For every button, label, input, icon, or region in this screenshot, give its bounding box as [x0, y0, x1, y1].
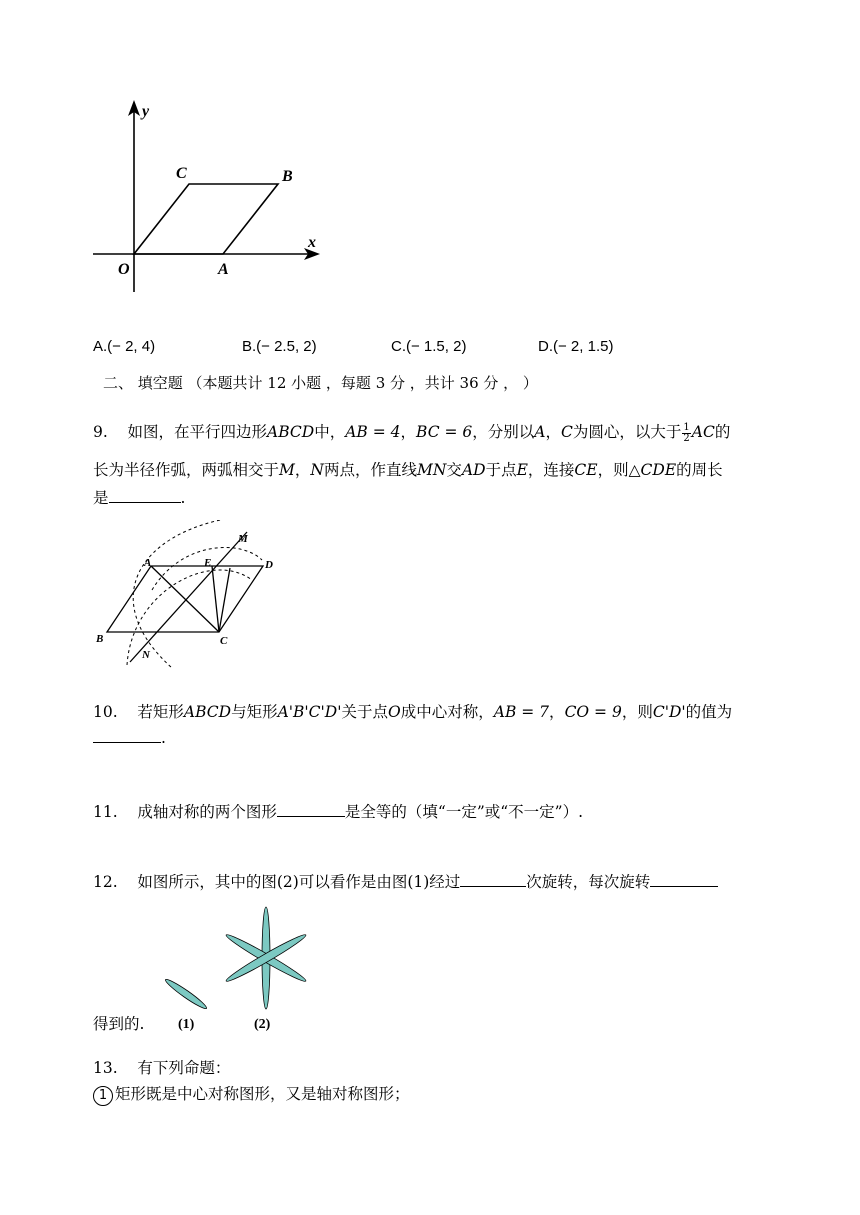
- q9-math-bc: BC = 6: [416, 423, 473, 441]
- q10-text: 与矩形: [231, 703, 278, 721]
- question-number: 9.: [93, 423, 108, 441]
- q10-text: ，则: [621, 703, 653, 721]
- petal-figure-1: [164, 977, 209, 1011]
- y-axis-label: y: [142, 103, 150, 120]
- q9-text: 长为半径作弧，两弧相交于: [93, 461, 280, 479]
- question-13-line-1: [93, 1057, 230, 1079]
- section-heading-fill-in: 二、 填空题 （本题共计 12 小题 ，每题 3 分 ，共计 36 分 ， ）: [103, 374, 538, 392]
- q9-math-e: E: [516, 461, 528, 479]
- q9-text: ，则△: [597, 461, 641, 479]
- q9-text: ，: [400, 423, 417, 441]
- q9-math-ac: AC: [691, 423, 715, 441]
- q10-text: ，: [549, 703, 565, 721]
- question-9-line-1: [93, 421, 730, 444]
- q9-text: ，: [294, 461, 311, 479]
- q9-math-n: N: [310, 461, 324, 479]
- arc-from-a: [133, 520, 220, 668]
- point-A-label: A: [218, 261, 229, 278]
- question-11: [93, 800, 583, 823]
- q10-math-abcd: ABCD: [183, 703, 232, 721]
- q9-text: 的周长: [676, 461, 723, 479]
- label-B: B: [96, 633, 104, 645]
- question-12-line-1: [93, 870, 718, 893]
- q12-text: 如图所示，其中的图(2)可以看作是由图(1)经过: [137, 873, 461, 891]
- option-d[interactable]: D.(− 2, 1.5): [538, 338, 614, 355]
- q9-text: .: [180, 489, 186, 507]
- question-number: 10.: [93, 703, 118, 721]
- label-C: C: [220, 635, 228, 647]
- q9-text: 于点: [485, 461, 517, 479]
- question-9-line-3: [93, 486, 185, 509]
- figure-1-caption: (1): [178, 1017, 195, 1032]
- q10-text: .: [161, 729, 166, 747]
- question-10-line-1: [93, 701, 732, 723]
- answer-blank[interactable]: [93, 726, 161, 743]
- q9-math-c: C: [561, 423, 573, 441]
- q11-text: 成轴对称的两个图形: [137, 803, 277, 821]
- rotation-figures: [150, 900, 330, 1035]
- answer-blank[interactable]: [650, 870, 718, 887]
- label-N: N: [142, 649, 150, 661]
- answer-blank[interactable]: [277, 800, 345, 817]
- q10-text: 成中心对称，: [400, 703, 494, 721]
- q9-text: 是: [93, 489, 109, 507]
- label-A: A: [144, 557, 152, 569]
- point-C-label: C: [176, 165, 187, 182]
- q9-math-m: M: [279, 461, 295, 479]
- q10-math-ab: AB = 7: [493, 703, 550, 721]
- line-MN: [130, 532, 247, 662]
- question-number: 13.: [93, 1059, 118, 1077]
- q9-text: ，分别以: [472, 423, 535, 441]
- point-B-label: B: [282, 168, 293, 185]
- question-10-line-2: [93, 726, 166, 749]
- q10-math-abcd-prime: A'B'C'D': [277, 703, 342, 721]
- segment-CD-aux: [219, 568, 230, 632]
- answer-blank[interactable]: [460, 870, 526, 887]
- q9-text: ，连接: [527, 461, 575, 479]
- q9-text: ，: [545, 423, 562, 441]
- figure-2-caption: (2): [254, 1017, 271, 1032]
- coordinate-parallelogram-figure: [88, 98, 328, 298]
- diagonal-AC: [151, 566, 219, 632]
- q10-text: 的值为: [685, 703, 733, 721]
- q9-text: 的: [714, 423, 731, 441]
- q10-text: 关于点: [341, 703, 389, 721]
- q9-math-cde: CDE: [640, 461, 677, 479]
- q9-math-ad: AD: [461, 461, 486, 479]
- q13-text: 有下列命题：: [137, 1059, 231, 1077]
- question-9-line-2: [93, 459, 723, 481]
- q10-math-o: O: [388, 703, 401, 721]
- answer-blank[interactable]: [109, 486, 181, 503]
- q9-text: 为圆心，以大于: [572, 423, 682, 441]
- question-13-item-1: [93, 1083, 410, 1106]
- q10-math-cd-prime: C'D': [652, 703, 686, 721]
- q12-text: 次旋转，每次旋转: [526, 873, 651, 891]
- parallelogram-OABC: [134, 184, 278, 254]
- parallelogram-construction-figure: [92, 520, 292, 670]
- q9-text: 两点，作直线: [323, 461, 417, 479]
- x-axis-label: x: [308, 234, 316, 251]
- q9-math-ce: CE: [574, 461, 598, 479]
- q13-item-text: 矩形既是中心对称图形，又是轴对称图形；: [115, 1085, 410, 1103]
- circled-number-1: 1: [93, 1086, 113, 1106]
- question-number: 12.: [93, 873, 118, 891]
- label-M: M: [238, 533, 248, 545]
- option-a[interactable]: A.(− 2, 4): [93, 338, 156, 355]
- q9-math-mn: MN: [416, 461, 447, 479]
- q9-math-a: A: [534, 423, 546, 441]
- q10-math-co: CO = 9: [564, 703, 622, 721]
- q11-text: 是全等的（填“一定”或“不一定”）.: [344, 803, 584, 821]
- q12-text: 得到的.: [93, 1015, 145, 1033]
- segment-CE: [212, 566, 219, 632]
- q10-text: 若矩形: [137, 703, 184, 721]
- q9-math-ab: AB = 4: [345, 423, 401, 441]
- fraction-one-half: $\frac{1}{2}$: [683, 421, 690, 444]
- q9-text: 交: [446, 461, 462, 479]
- q9-math-abcd: ABCD: [267, 423, 315, 441]
- question-number: 11.: [93, 803, 118, 821]
- q9-text: 中，: [314, 423, 346, 441]
- point-O-label: O: [118, 261, 130, 278]
- option-b[interactable]: B.(− 2.5, 2): [242, 338, 317, 355]
- option-c[interactable]: C.(− 1.5, 2): [391, 338, 467, 355]
- q9-text: 如图，在平行四边形: [127, 423, 268, 441]
- label-D: D: [265, 559, 273, 571]
- question-12-line-2: [93, 1013, 144, 1035]
- label-E: E: [204, 557, 212, 569]
